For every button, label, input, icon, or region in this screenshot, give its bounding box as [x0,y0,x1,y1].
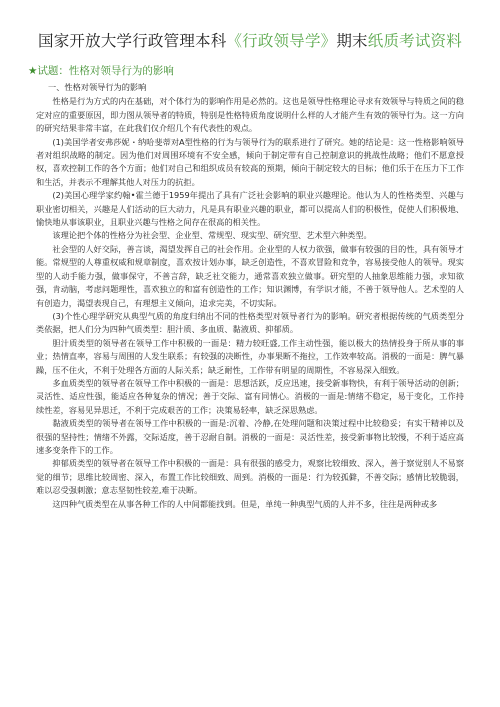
document-title [36,30,464,52]
title-middle: 期末 [336,32,368,50]
paragraph-choleric: 胆汁质类型的领导者在领导工作中积极的一面是：精力较旺盛,工作主动性强，能以极大的热情投身于所从事的事业；热情直率，容易与周围的人发生联系；有较强的决断性，办事果断不拖拉，工作效率较高。消极的一面是：脾气暴躁，压不住火，不利于处理各方面的人际关系；缺乏耐性，工作带有明显的周期性，不容易深入细致。 [36,337,464,375]
paragraph-holland: (2)美国心理学家约翰•霍兰德于1959年提出了具有广泛社会影响的职业兴趣理论。他认为人的性格类型、兴趣与职业密切相关，兴趣是人们活动的巨大动力，凡是具有职业兴趣的职业，都可以提高人们的积极性，促使人们积极地、愉快地从事该职业，且职业兴趣与性格之间存在很高的相关性。 [36,190,464,228]
paragraph-six-types: 该理论把个体的性格分为社会型、企业型、常规型、现实型、研究型、艺术型六种类型。 [52,230,372,241]
title-course-name: 《行政领导学》 [226,32,337,50]
paragraph-temperament: (3)个性心理学研究从典型气质的角度归纳出不同的性格类型对领导者行为的影响。研究者根据传统的气质类型分类依据，把人们分为四种气质类型：胆汁质、多血质、黏液质、抑郁质。 [36,310,464,335]
paragraph-type-descriptions: 社会型的人好交际，善言谈，渴望发挥自己的社会作用。企业型的人权力欲强，做事有较强的目的性，具有领导才能。常规型的人尊重权威和规章制度，喜欢按计划办事，缺乏创造性，不喜欢冒险和竞争，容易接受他人的领导。现实型的人动手能力强，做事保守，不善言辞，缺乏社交能力，通常喜欢独立做事。研究型的人抽象思维能力强，求知欲强，肯动脑，考虑问题理性，喜欢独立的和富有创造性的工作；知识渊博，有学识才能，不善于领导他人。艺术型的人有创造力，渴望表现自己，有理想主义倾向，追求完美，不切实际。 [36,243,464,308]
paragraph-melancholic: 抑郁质类型的领导者在领导工作中积极的一面是：具有很强的感受力，观察比较细致、深入，善于察觉别人不易察觉的细节；思维比较周密、深入，布置工作比较细致、周到。消极的一面是：行为较孤僻，不善交际；感情比较脆弱，难以忍受强刺激；意志坚韧性较差,难于决断。 [36,458,464,496]
paragraph-sanguine: 多血质类型的领导者在领导工作中积极的一面是：思想活跃，反应迅速，接受新事物快，有利于领导活动的创新；灵活性、适应性强，能适应各种复杂的情况；善于交际、富有同情心。消极的一面是:情绪不稳定，易于变化，工作持续性差，容易见异思迁，不利于完成艰苦的工作；决策易轻率，缺乏深思熟虑。 [36,377,464,415]
section-heading-one: 一、性格对领导行为的影响 [48,82,147,92]
paragraph-closing: 这四种气质类型在从事各种工作的人中间都能找到。但是，单纯一种典型气质的人并不多，往往是两种或多 [52,498,438,509]
question-heading: ★试题：性格对领导行为的影响 [28,65,174,77]
paragraph-type-a: (1)美国学者安弗莎妮・纳哈斐蒂对A型性格的行为与领导行为的联系进行了研究。她的结论是：这一性格影响领导者对组织战略的制定。因为他们对周围环境有不安全感，倾向于制定带有自己控制意识的挑战性战略；他们不愿意授权，喜欢控制工作的各个方面；他们对自己和组织成员有较高的预期，倾向于制定较大的目标；他们乐于在压力下工作和生活，并表示不理解其他人对压力的抗拒。 [36,136,464,187]
title-suffix: 纸质考试资料 [367,32,462,50]
title-prefix: 国家开放大学行政管理本科 [38,32,227,50]
paragraph-phlegmatic: 黏液质类型的领导者在领导工作中积极的一面是:沉着、冷静,在处理问题和决策过程中比较稳妥；有实干精神以及很强的坚持性；情绪不外露，交际适度，善于忍耐自制。消极的一面是：灵活性差，接受新事物比较慢，不利于适应高速多变条件下的工作。 [36,418,464,455]
paragraph-intro: 性格是行为方式的内在基础，对个体行为的影响作用是必然的。这也是领导性格理论寻求有效领导与特质之间的稳定对应的重要原因，即力图从领导者的特质，特别是性格特质角度说明什么样的人才能产生有效的领导行为。这一方向的研究结果非常丰富，在此我们仅介绍几个有代表性的观点。 [36,96,464,134]
